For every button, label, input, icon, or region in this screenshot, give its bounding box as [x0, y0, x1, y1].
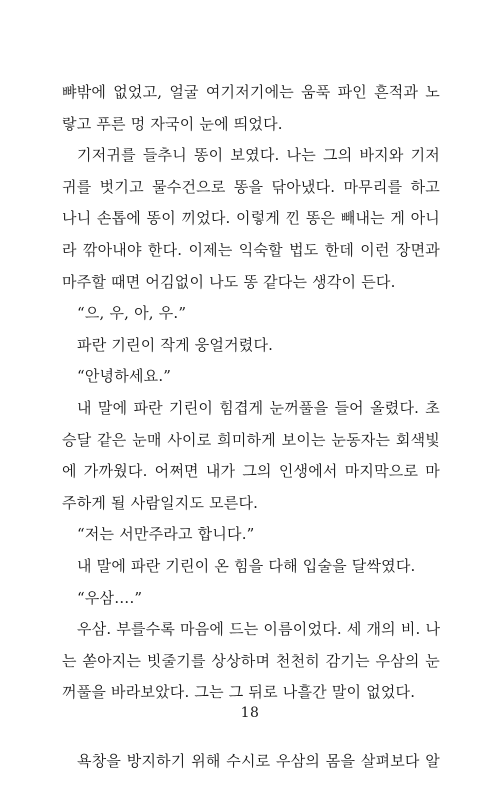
text-line: 마주할 때면 어김없이 나도 똥 같다는 생각이 든다. — [62, 272, 396, 291]
text-line: 는 쏟아지는 빗줄기를 상상하며 천천히 감기는 우삼의 눈 — [62, 651, 440, 670]
text-line: 랗고 푸른 멍 자국이 눈에 띄었다. — [62, 114, 283, 133]
text-line: 에 가까웠다. 어쩌면 내가 그의 인생에서 마지막으로 마 — [62, 462, 440, 481]
text-line: 승달 같은 눈매 사이로 희미하게 보이는 눈동자는 회색빛 — [62, 430, 440, 449]
body-text — [62, 77, 440, 777]
dialogue-line: “저는 서만주라고 합니다.” — [77, 525, 255, 544]
dialogue-line: “으, 우, 아, 우.” — [77, 304, 187, 323]
text-line: 나니 손톱에 똥이 끼었다. 이렇게 낀 똥은 빼내는 게 아니 — [62, 209, 440, 228]
text-line: 꺼풀을 바라보았다. 그는 그 뒤로 나흘간 말이 없었다. — [62, 683, 416, 702]
text-line: 파란 기린이 작게 웅얼거렸다. — [77, 335, 274, 354]
text-line: 뺘밖에 없었고, 얼굴 여기저기에는 움푹 파인 흔적과 노 — [62, 83, 440, 101]
dialogue-line: “우삼….” — [77, 588, 143, 607]
text-line: 귀를 벗기고 물수건으로 똥을 닦아냈다. 마무리를 하고 — [62, 177, 440, 196]
text-line: 주하게 될 사람일지도 모른다. — [62, 493, 259, 512]
text-line: 내 말에 파란 기린이 힘겹게 눈꺼풀을 들어 올렸다. 초 — [77, 398, 440, 417]
dialogue-line: “안녕하세요.” — [77, 367, 172, 386]
text-line: 내 말에 파란 기린이 온 힘을 다해 입술을 달싹였다. — [77, 556, 416, 575]
text-line: 욕창을 방지하기 위해 수시로 우삼의 몸을 살펴보다 알 — [77, 751, 440, 770]
text-line: 라 깎아내야 한다. 이제는 익숙할 법도 한데 이런 장면과 — [62, 240, 440, 259]
text-line: 우삼. 부를수록 마음에 드는 이름이었다. 세 개의 비. 나 — [77, 620, 441, 639]
text-line: 기저귀를 들추니 똥이 보였다. 나는 그의 바지와 기저 — [77, 146, 440, 165]
page-number: 18 — [240, 705, 260, 721]
